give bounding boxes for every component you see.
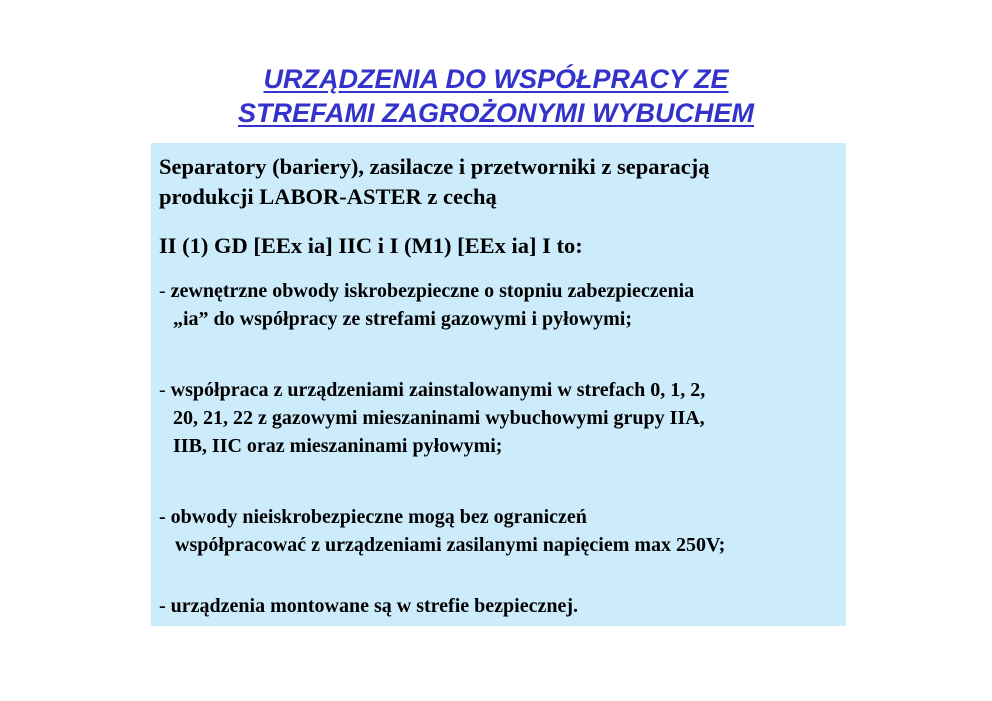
intro-line-1: Separatory (bariery), zasilacze i przetworniki z separacją (159, 154, 710, 179)
list-dash: - (159, 379, 171, 401)
list-item (159, 277, 694, 333)
list-item-text: współpracować z urządzeniami zasilanymi napięciem max 250V; (175, 534, 726, 556)
list-item-text: IIB, IIC oraz mieszaninami pyłowymi; (173, 435, 503, 457)
list-item-text: 20, 21, 22 z gazowymi mieszaninami wybuchowymi grupy IIA, (173, 407, 705, 429)
list-item-text: obwody nieiskrobezpieczne mogą bez ograniczeń (170, 506, 587, 528)
list-dash: - (159, 595, 171, 617)
list-item-text: urządzenia montowane są w strefie bezpiecznej. (170, 595, 578, 617)
intro-line-2: produkcji LABOR-ASTER z cechą (159, 184, 497, 209)
slide-title (0, 62, 992, 130)
list-item (159, 503, 725, 559)
list-item-text: zewnętrzne obwody iskrobezpieczne o stopniu zabezpieczenia (170, 280, 695, 302)
list-item (159, 592, 578, 620)
list-item-text: „ia” do współpracy ze strefami gazowymi i pyłowymi; (173, 308, 633, 330)
slide-title-line-2: STREFAMI ZAGROŻONYMI WYBUCHEM (238, 98, 754, 128)
list-item (159, 376, 705, 460)
list-dash: - (159, 280, 171, 302)
list-item-text: współpraca z urządzeniami zainstalowanymi w strefach 0, 1, 2, (170, 379, 706, 401)
ex-marking: II (1) GD [EEx ia] IIC i I (M1) [EEx ia] I to: (159, 233, 583, 258)
list-dash: - (159, 506, 171, 528)
intro-paragraph (159, 152, 709, 212)
slide-title-line-1: URZĄDZENIA DO WSPÓŁPRACY ZE (263, 64, 729, 94)
